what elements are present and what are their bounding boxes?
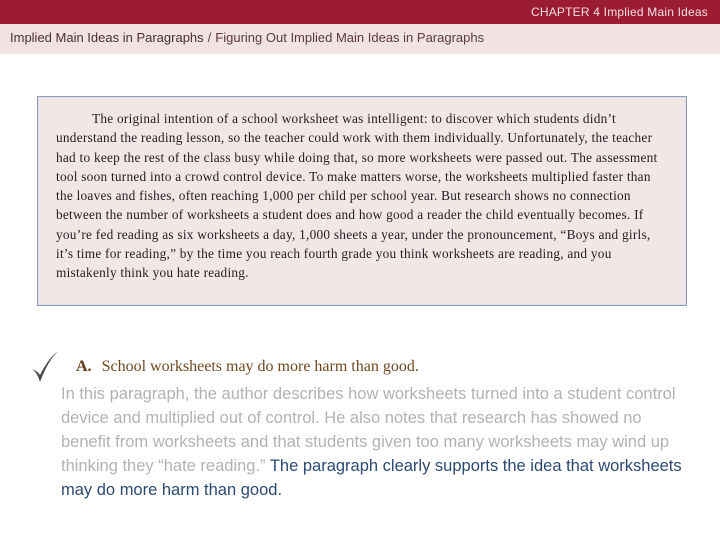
explanation-conclusion: The paragraph clearly supports the idea that worksheets may do more harm than good.: [61, 457, 682, 499]
passage-box: [37, 96, 687, 306]
breadcrumb-section: Implied Main Ideas in Paragraphs: [10, 30, 204, 45]
explanation-text: [61, 382, 691, 502]
breadcrumb-subsection: Figuring Out Implied Main Ideas in Paragraphs: [215, 30, 485, 45]
chapter-title: CHAPTER 4 Implied Main Ideas: [531, 5, 708, 19]
explanation-body: In this paragraph, the author describes how worksheets turned into a student control device and multiplied out of control. He also notes that research has showed no benefit from worksheets and that students given too many worksheets may wind up thinking they “hate reading.”: [61, 385, 676, 475]
breadcrumb: [10, 30, 484, 45]
chapter-header-bar: [0, 0, 720, 24]
breadcrumb-separator: /: [207, 30, 212, 45]
answer-text: School worksheets may do more harm than good.: [101, 358, 419, 375]
answer-choice: [76, 358, 419, 376]
breadcrumb-bar: [0, 24, 720, 54]
checkmark-icon: [30, 349, 60, 385]
passage-text: The original intention of a school worksheet was intelligent: to discover which students didn’t understand the reading lesson, so the teacher could work with them individually. Unfortunately, the teacher had to keep the rest of the class busy while doing that, so more worksheets were passed out. The assessment tool soon turned into a crowd control device. To make matters worse, the worksheets multiplied faster than the loaves and fishes, often reaching 1,000 per child per school year. But research shows no connection between the number of worksheets a student does and how good a reader the child eventually becomes. If you’re fed reading as six worksheets a day, 1,000 sheets a year, under the pronouncement, “Boys and girls, it’s time for reading,” by the time you reach fourth grade you think worksheets are reading, and you mistakenly think you hate reading.: [56, 111, 658, 281]
answer-letter: A.: [76, 358, 92, 375]
